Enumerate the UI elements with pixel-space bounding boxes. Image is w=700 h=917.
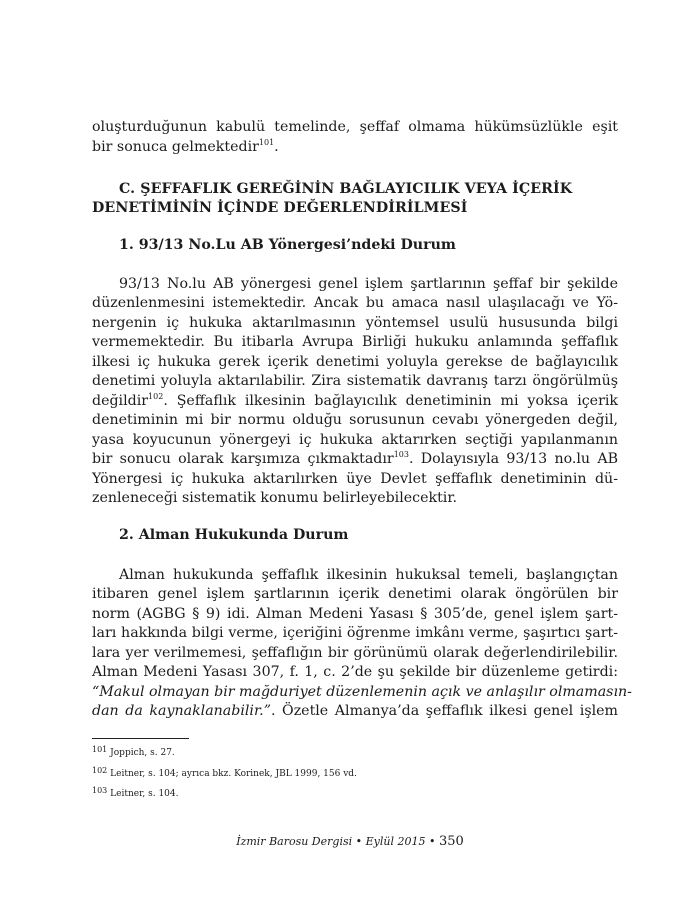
footnote-separator <box>92 738 189 739</box>
body-line: denetiminin mi bir normu olduğu sorusunun cevabı yönergeden değil, <box>92 412 618 428</box>
page-footer <box>0 834 700 849</box>
footnote-101 <box>92 744 175 759</box>
text-run: . Özetle Almanya’da şeffaflık ilkesi genel işlem <box>270 703 618 719</box>
body-line: lara yer verilmemesi, şeffaflığın bir görünümü olarak değerlendirilebilir. <box>92 645 618 661</box>
text-run: . Şeffaflık ilkesinin bağlayıcılık denetiminin mi yoksa içerik <box>163 393 618 409</box>
footnote-text: Joppich, s. 27. <box>110 748 175 758</box>
footnote-text: Leitner, s. 104. <box>110 789 179 799</box>
body-line: norm (AGBG § 9) idi. Alman Medeni Yasası § 305’de, genel işlem şart- <box>92 606 618 622</box>
footnote-number: 103 <box>92 786 108 795</box>
section-heading-c-line2: DENETİMİNİN İÇİNDE DEĞERLENDİRİLMESİ <box>92 200 468 216</box>
body-line: Alman Medeni Yasası 307, f. 1, c. 2’de şu şekilde bir düzenleme getirdi: <box>92 664 618 680</box>
body-line: Alman hukukunda şeffaflık ilkesinin hukuksal temeli, başlangıçtan <box>119 567 618 583</box>
section-heading-c-line1: C. ŞEFFAFLIK GEREĞİNİN BAĞLAYICILIK VEYA İÇERİK <box>119 181 573 197</box>
body-line: 93/13 No.lu AB yönergesi genel işlem şartlarının şeffaf bir şekilde <box>119 276 618 292</box>
footnote-103 <box>92 785 179 800</box>
body-line: itibaren genel işlem şartlarının içerik denetimi olarak öngörülen bir <box>92 586 618 602</box>
body-line: zenleneceği sistematik konumu belirleyebilecektir. <box>92 490 458 506</box>
text-run: bir sonucu olarak karşımıza çıkmaktadır <box>92 451 394 467</box>
footnote-ref[interactable]: 101 <box>258 138 275 147</box>
body-line: yasa koyucunun yönergeyi iç hukuka aktarırken seçtiği yapılanmanın <box>92 432 618 448</box>
footnote-ref[interactable]: 103 <box>393 450 409 459</box>
body-line: denetimi yoluyla aktarılabilir. Zira sistematik davranış tarzı öngörülmüş <box>92 373 618 389</box>
footnote-number: 101 <box>92 745 108 754</box>
footnote-text: Leitner, s. 104; ayrıca bkz. Korinek, JBL 1999, 156 vd. <box>110 769 357 779</box>
quoted-text: “Makul olmayan bir mağduriyet düzenlemenin açık ve anlaşılır olmamasın- <box>92 684 632 700</box>
footnote-number: 102 <box>92 766 108 775</box>
body-line: düzenlenmesini istemektedir. Ancak bu amaca nasıl ulaşılacağı ve Yö- <box>92 295 618 311</box>
footnote-ref[interactable]: 102 <box>148 392 164 401</box>
text-run: . Dolayısıyla 93/13 no.lu AB <box>409 451 618 467</box>
footnote-102 <box>92 765 357 780</box>
text-run: bir sonuca gelmektedir <box>92 139 259 155</box>
body-line: ilkesi iç hukuka gerek içerik denetimi yoluyla gerekse de bağlayıcılık <box>92 354 618 370</box>
text-run: . <box>274 139 279 155</box>
quoted-text: dan da kaynaklanabilir.” <box>92 703 271 719</box>
body-line <box>92 138 618 157</box>
body-line <box>92 702 618 721</box>
body-line: Yönergesi iç hukuka aktarılırken üye Devlet şeffaflık denetiminin dü- <box>92 471 618 487</box>
body-line: oluşturduğunun kabulü temelinde, şeffaf olmama hükümsüzlükle eşit <box>92 119 618 135</box>
subsection-heading-1: 1. 93/13 No.Lu AB Yönergesi’ndeki Durum <box>119 237 456 253</box>
body-line <box>92 683 632 702</box>
body-line <box>92 450 618 469</box>
body-line: nergenin iç hukuka aktarılmasının yöntemsel usulü hususunda bilgi <box>92 315 618 331</box>
body-line <box>92 392 618 411</box>
subsection-heading-2: 2. Alman Hukukunda Durum <box>119 527 349 543</box>
journal-citation: İzmir Barosu Dergisi • Eylül 2015 • <box>236 835 436 848</box>
body-line: ları hakkında bilgi verme, içeriğini öğrenme imkânı verme, şaşırtıcı şart- <box>92 625 618 641</box>
body-line: vermemektedir. Bu itibarla Avrupa Birliği hukuku anlamında şeffaflık <box>92 334 618 350</box>
page-number: 350 <box>438 834 464 849</box>
text-run: değildir <box>92 393 149 409</box>
